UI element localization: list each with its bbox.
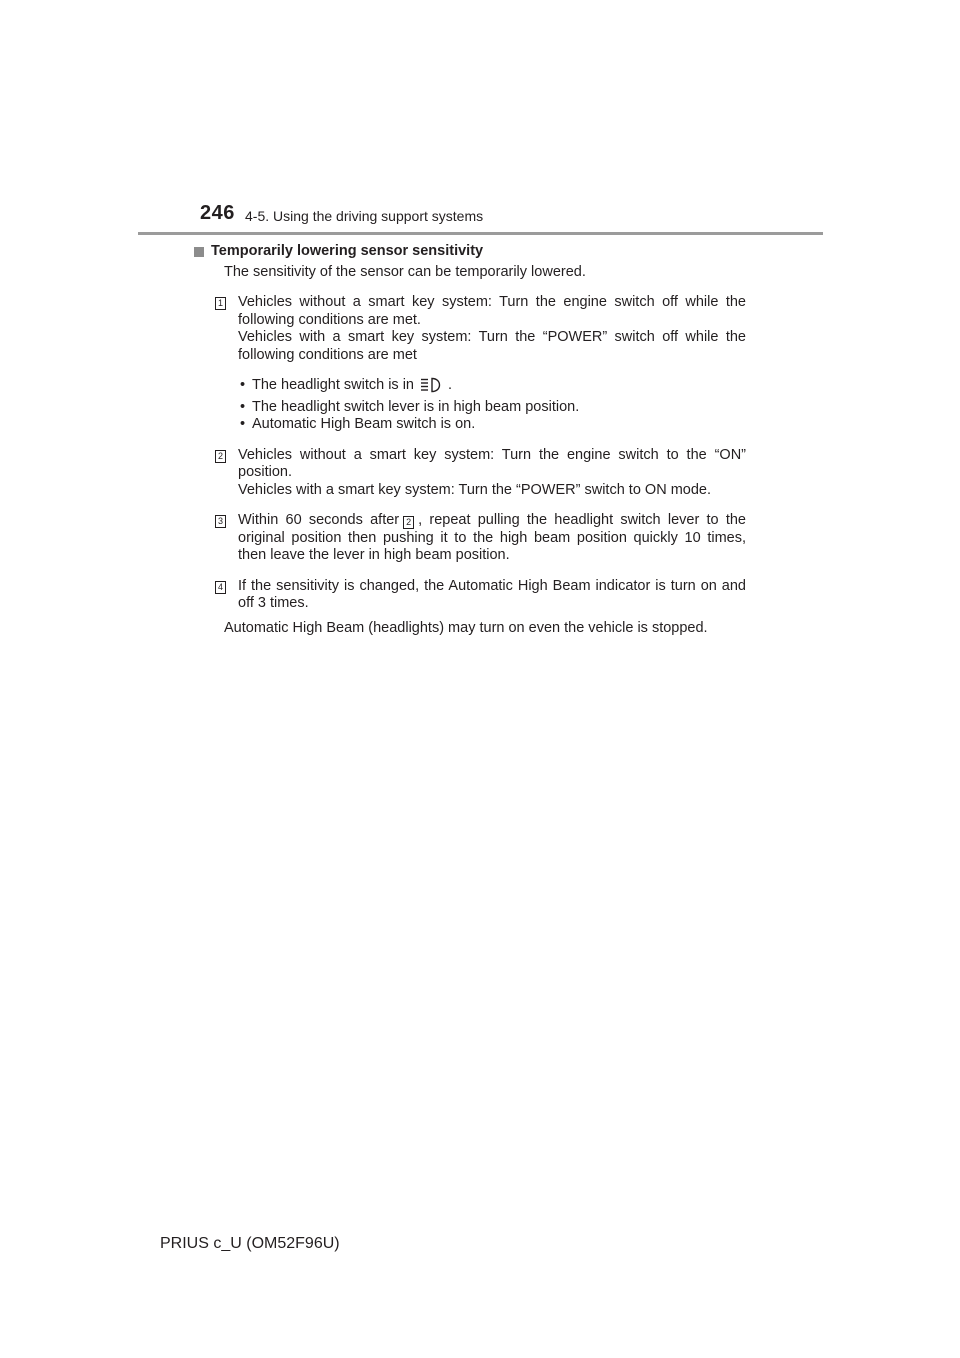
step-number-badge: 1	[215, 297, 226, 310]
conditions-list	[238, 377, 746, 434]
list-item-text: Automatic High Beam switch is on.	[252, 416, 476, 432]
header-rule	[138, 232, 823, 235]
bullet-dot: •	[240, 398, 246, 415]
section-title: 4-5. Using the driving support systems	[245, 208, 484, 224]
step-text: , repeat pulling the headlight switch lever to the original position then pushing it to the high beam position quickly 10 times, then leave the lever in high beam position.	[238, 512, 746, 563]
step-number-badge: 3	[215, 515, 226, 528]
intro-text: The sensitivity of the sensor can be temporarily lowered.	[224, 263, 586, 280]
bullet-dot: •	[240, 416, 246, 432]
step-number-badge: 4	[215, 581, 226, 594]
step-reference-badge: 2	[403, 516, 414, 529]
step-text: If the sensitivity is changed, the Automatic High Beam indicator is turn on and off 3 times.	[238, 577, 746, 611]
list-item	[238, 416, 746, 434]
footer-model: PRIUS c_U (OM52F96U)	[160, 1235, 340, 1252]
step-text: Within 60 seconds after	[238, 512, 400, 528]
bullet-dot: •	[240, 377, 246, 393]
step-number-badge: 2	[215, 450, 226, 463]
step-1	[217, 294, 746, 434]
subsection-heading	[211, 243, 746, 261]
list-item-text: The headlight switch lever is in high beam position.	[252, 398, 580, 415]
step-text: Vehicles without a smart key system: Turn the engine switch to the “ON” position.	[238, 446, 746, 480]
heading-square-icon	[194, 247, 204, 257]
auto-headlight-icon	[420, 377, 444, 399]
note-text: Automatic High Beam (headlights) may turn on even the vehicle is stopped.	[224, 619, 708, 636]
step-text: Vehicles with a smart key system: Turn the “POWER” switch to ON mode.	[238, 481, 711, 498]
list-item-text: .	[448, 377, 453, 393]
subsection-heading-text: Temporarily lowering sensor sensitivity	[211, 243, 484, 259]
step-text: Vehicles with a smart key system: Turn the “POWER” switch off while the following conditions are met	[238, 329, 746, 363]
step-text: Vehicles without a smart key system: Turn the engine switch off while the following conditions are met.	[238, 294, 746, 328]
list-item	[238, 399, 746, 417]
list-item	[238, 377, 746, 399]
step-4	[217, 577, 746, 613]
list-item-text: The headlight switch is in	[252, 377, 414, 393]
page-number: 246	[200, 202, 235, 224]
step-2	[217, 446, 746, 500]
step-3	[217, 512, 746, 565]
page-content	[211, 243, 746, 637]
